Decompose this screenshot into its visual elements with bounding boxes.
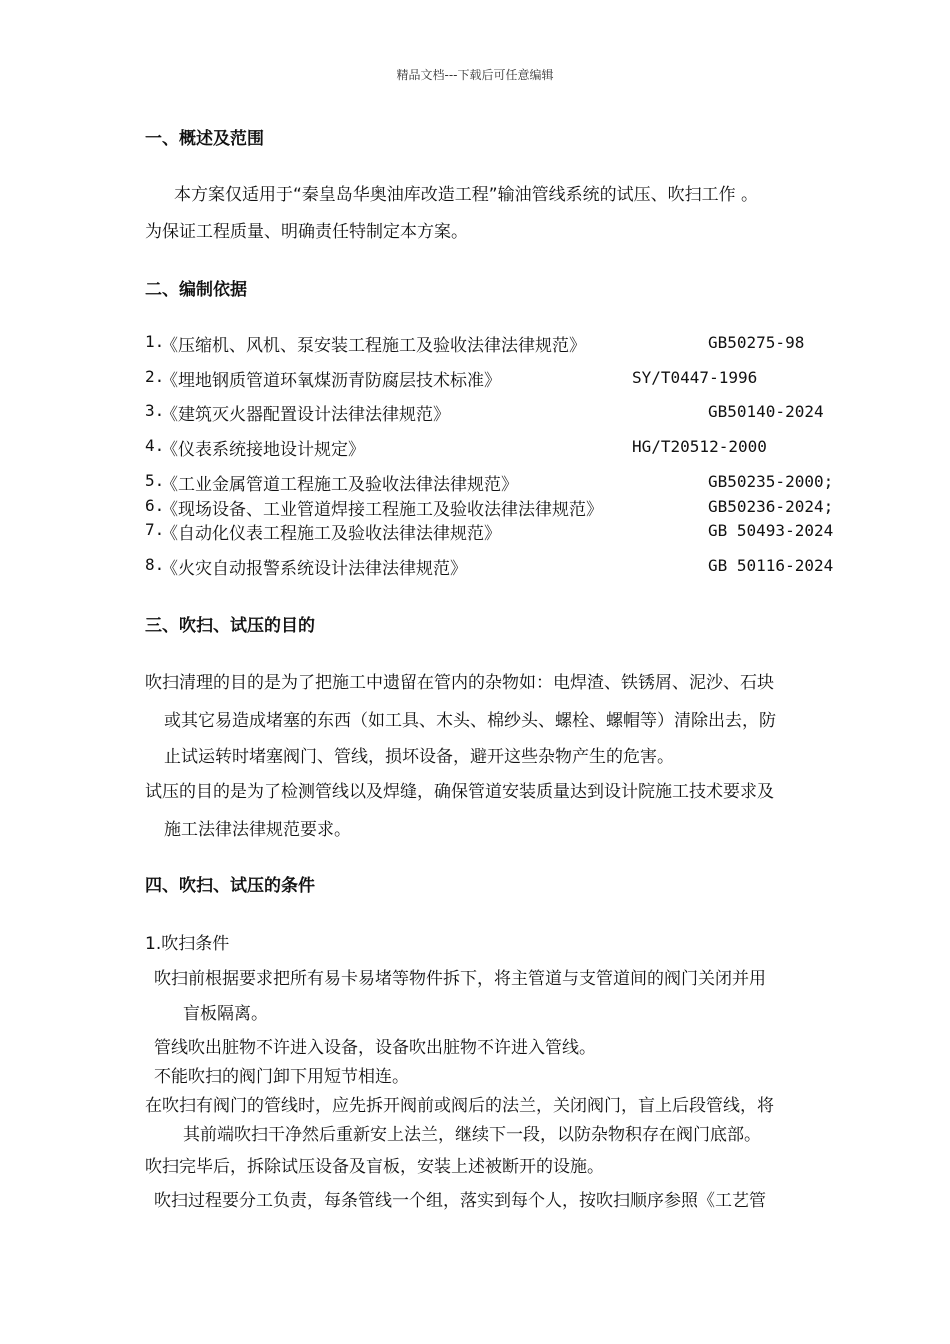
section-4-subtitle: 1.吹扫条件 (145, 934, 230, 954)
section-3-line-2: 或其它易造成堵塞的东西（如工具、木头、棉纱头、螺栓、螺帽等）清除出去，防 (164, 711, 776, 731)
ref-8-title: 《火灾自动报警系统设计法律法律规范》 (161, 559, 467, 579)
ref-7-number: 7. (145, 520, 165, 539)
section-4-line-3: 管线吹出脏物不许进入设备，设备吹出脏物不许进入管线。 (154, 1038, 596, 1058)
ref-2-number: 2. (145, 367, 165, 386)
ref-6-number: 6. (145, 496, 165, 515)
section-3-line-5: 施工法律法律规范要求。 (164, 820, 351, 840)
section-1-line-2: 为保证工程质量、明确责任特制定本方案。 (145, 222, 468, 242)
ref-1-title: 《压缩机、风机、泵安装工程施工及验收法律法律规范》 (161, 336, 586, 356)
section-3-title: 三、吹扫、试压的目的 (145, 616, 315, 636)
ref-7-title: 《自动化仪表工程施工及验收法律法律规范》 (161, 524, 501, 544)
ref-3-code: GB50140-2024 (708, 402, 824, 421)
section-4-line-6: 其前端吹扫干净然后重新安上法兰，继续下一段，以防杂物积存在阀门底部。 (183, 1125, 761, 1145)
ref-8-number: 8. (145, 555, 165, 574)
section-4-line-2: 盲板隔离。 (183, 1004, 268, 1024)
section-4-line-7: 吹扫完毕后，拆除试压设备及盲板，安装上述被断开的设施。 (145, 1157, 604, 1177)
ref-5-number: 5. (145, 471, 165, 490)
section-1-line-1: 本方案仅适用于“秦皇岛华奥油库改造工程”输油管线系统的试压、吹扫工作 。 (174, 185, 759, 205)
ref-3-title: 《建筑灭火器配置设计法律法律规范》 (161, 405, 450, 425)
ref-1-number: 1. (145, 332, 165, 351)
ref-4-number: 4. (145, 436, 165, 455)
section-3-line-1: 吹扫清理的目的是为了把施工中遗留在管内的杂物如：电焊渣、铁锈屑、泥沙、石块 (145, 673, 774, 693)
ref-2-title: 《埋地钢质管道环氧煤沥青防腐层技术标准》 (161, 371, 501, 391)
section-4-line-5: 在吹扫有阀门的管线时，应先拆开阀前或阀后的法兰，关闭阀门，盲上后段管线，将 (145, 1096, 774, 1116)
section-4-line-8: 吹扫过程要分工负责，每条管线一个组，落实到每个人，按吹扫顺序参照《工艺管 (154, 1191, 766, 1211)
section-4-line-1: 吹扫前根据要求把所有易卡易堵等物件拆下，将主管道与支管道间的阀门关闭并用 (154, 969, 766, 989)
ref-5-code: GB50235-2000; (708, 472, 834, 491)
ref-2-code: SY/T0447-1996 (632, 368, 758, 387)
ref-4-code: HG/T20512-2000 (632, 437, 767, 456)
section-1-title: 一、概述及范围 (145, 129, 264, 149)
ref-6-title: 《现场设备、工业管道焊接工程施工及验收法律法律规范》 (161, 500, 603, 520)
section-2-title: 二、编制依据 (145, 280, 247, 300)
ref-6-code: GB50236-2024; (708, 497, 834, 516)
section-3-line-3: 止试运转时堵塞阀门、管线，损坏设备，避开这些杂物产生的危害。 (164, 747, 674, 767)
section-3-line-4: 试压的目的是为了检测管线以及焊缝，确保管道安装质量达到设计院施工技术要求及 (145, 782, 774, 802)
ref-3-number: 3. (145, 401, 165, 420)
ref-4-title: 《仪表系统接地设计规定》 (161, 440, 365, 460)
page-header: 精品文档---下载后可任意编辑 (396, 68, 554, 82)
ref-1-code: GB50275-98 (708, 333, 805, 352)
section-4-title: 四、吹扫、试压的条件 (145, 876, 315, 896)
section-4-line-4: 不能吹扫的阀门卸下用短节相连。 (154, 1067, 409, 1087)
ref-8-code: GB 50116-2024 (708, 556, 834, 575)
ref-7-code: GB 50493-2024 (708, 521, 834, 540)
ref-5-title: 《工业金属管道工程施工及验收法律法律规范》 (161, 475, 518, 495)
